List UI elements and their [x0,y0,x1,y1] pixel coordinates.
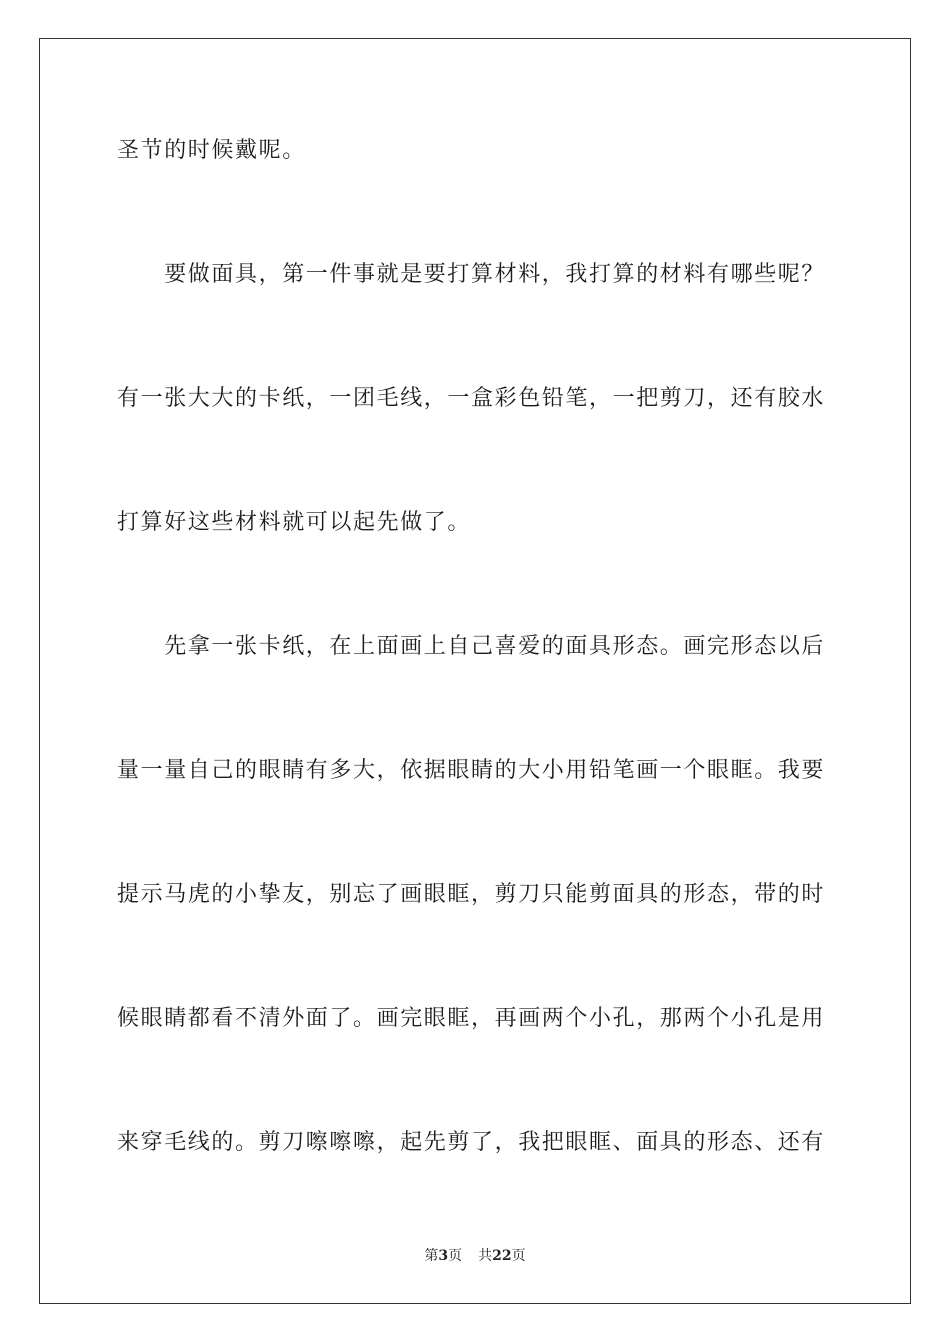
page-total: 22 [492,1248,512,1264]
body-line-8: 候眼睛都看不清外面了。画完眼眶，再画两个小孔，那两个小孔是用 [117,1006,826,1031]
body-line-9: 来穿毛线的。剪刀嚓嚓嚓，起先剪了，我把眼眶、面具的形态、还有 [117,1130,826,1155]
body-line-7: 提示马虎的小挚友，别忘了画眼眶，剪刀只能剪面具的形态，带的时 [117,882,826,907]
page-prefix: 第 [424,1248,439,1264]
page-unit: 页 [448,1248,463,1264]
body-line-3: 有一张大大的卡纸，一团毛线，一盒彩色铅笔，一把剪刀，还有胶水 [117,386,826,411]
page-border [39,38,911,1304]
total-prefix: 共 [478,1248,493,1264]
page-current: 3 [438,1248,449,1264]
body-line-4: 打算好这些材料就可以起先做了。 [117,510,472,535]
body-line-2: 要做面具，第一件事就是要打算材料，我打算的材料有哪些呢？ [117,262,826,287]
page-footer [0,1246,950,1266]
body-line-6: 量一量自己的眼睛有多大，依据眼睛的大小用铅笔画一个眼眶。我要 [117,758,826,783]
body-line-5: 先拿一张卡纸，在上面画上自己喜爱的面具形态。画完形态以后 [117,634,826,659]
total-unit: 页 [511,1248,526,1264]
body-line-1: 圣节的时候戴呢。 [117,138,306,163]
